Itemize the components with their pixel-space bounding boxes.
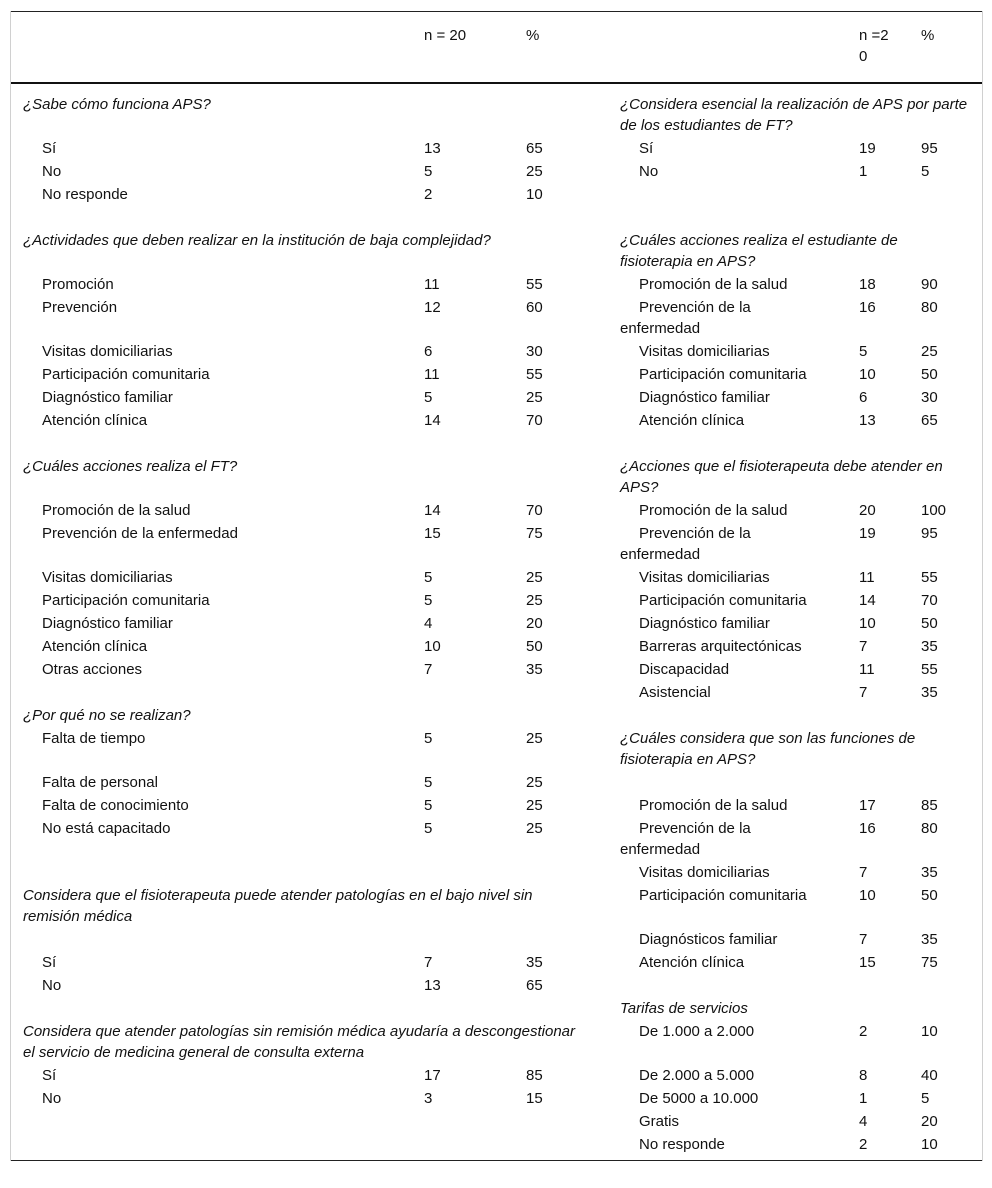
table-row	[11, 589, 982, 612]
left-empty-cell	[11, 997, 413, 1020]
left-answer-label: Prevención	[42, 299, 118, 316]
header-left-n: n = 20	[413, 12, 516, 84]
left-answer-n: 3	[424, 1090, 433, 1107]
left-answer-pct: 20	[526, 615, 543, 632]
right-answer-label: Prevención de la enfermedad	[620, 525, 751, 563]
right-empty-cell	[911, 183, 982, 206]
left-answer-n: 10	[424, 638, 441, 655]
left-answer-pct: 35	[526, 661, 543, 678]
left-empty-cell	[516, 861, 610, 884]
right-answer-n: 17	[859, 797, 876, 814]
right-answer-label: No	[639, 163, 659, 180]
right-answer-n: 10	[859, 615, 876, 632]
header-right-pct: %	[911, 12, 982, 84]
table-row	[11, 928, 982, 951]
right-answer-label: Diagnóstico familiar	[639, 615, 770, 632]
right-answer-label: Atención clínica	[639, 412, 745, 429]
right-answer-label: Asistencial	[639, 684, 711, 701]
right-answer-label: Gratis	[639, 1113, 680, 1130]
table-row	[11, 455, 982, 499]
left-answer-pct: 30	[526, 343, 543, 360]
left-answer-n: 14	[424, 412, 441, 429]
table-row	[11, 681, 982, 704]
right-answer-label: De 2.000 a 5.000	[639, 1067, 755, 1084]
left-empty-cell	[413, 681, 516, 704]
right-answer-pct: 65	[921, 412, 938, 429]
right-answer-n: 16	[859, 820, 876, 837]
right-answer-n: 2	[859, 1023, 868, 1040]
left-empty-cell	[11, 681, 413, 704]
right-answer-pct: 10	[911, 1133, 982, 1161]
right-answer-pct: 50	[921, 615, 938, 632]
right-question: Tarifas de servicios	[620, 1000, 748, 1017]
right-empty-cell	[911, 771, 982, 794]
left-empty-cell	[516, 681, 610, 704]
right-empty-cell	[849, 974, 911, 997]
right-question: ¿Considera esencial la realización de APS por parte de los estudiantes de FT?	[620, 96, 968, 134]
table-row	[11, 635, 982, 658]
left-empty-cell	[516, 1133, 610, 1161]
right-answer-label: Visitas domiciliarias	[639, 343, 770, 360]
right-answer-n: 15	[859, 954, 876, 971]
header-right-label	[610, 12, 849, 84]
table-row	[11, 1133, 982, 1161]
right-answer-pct: 40	[921, 1067, 938, 1084]
left-answer-label: Diagnóstico familiar	[42, 615, 173, 632]
table-row	[11, 160, 982, 183]
table-row	[11, 340, 982, 363]
right-answer-n: 19	[859, 140, 876, 157]
right-answer-n: 2	[849, 1133, 911, 1161]
right-answer-pct: 30	[921, 389, 938, 406]
right-answer-n: 7	[859, 931, 868, 948]
right-answer-n: 19	[859, 525, 876, 542]
table-row	[11, 522, 982, 566]
table-row	[11, 974, 982, 997]
right-answer-n: 11	[859, 569, 875, 586]
right-answer-label: De 1.000 a 2.000	[639, 1023, 755, 1040]
left-answer-pct: 35	[526, 954, 543, 971]
right-answer-pct: 25	[921, 343, 938, 360]
left-answer-pct: 15	[526, 1090, 543, 1107]
left-answer-label: Prevención de la enfermedad	[42, 525, 238, 542]
right-answer-n: 14	[859, 592, 876, 609]
left-answer-pct: 25	[526, 569, 543, 586]
table-row	[11, 432, 982, 455]
table-row	[11, 884, 982, 928]
left-answer-label: Promoción	[42, 276, 114, 293]
left-answer-pct: 25	[526, 389, 543, 406]
right-answer-pct: 20	[921, 1113, 938, 1130]
left-answer-label: No	[42, 163, 62, 180]
right-answer-pct: 100	[921, 502, 947, 519]
left-answer-n: 17	[424, 1067, 441, 1084]
right-answer-pct: 80	[921, 820, 938, 837]
left-answer-n: 13	[424, 140, 441, 157]
right-answer-pct: 5	[921, 1090, 930, 1107]
right-empty-cell	[849, 704, 911, 727]
left-answer-pct: 65	[526, 977, 543, 994]
right-answer-label: Diagnósticos familiar	[639, 931, 778, 948]
left-answer-n: 5	[424, 797, 433, 814]
left-answer-label: No está capacitado	[42, 820, 171, 837]
left-question: ¿Cuáles acciones realiza el FT?	[23, 458, 238, 475]
right-answer-n: 8	[859, 1067, 868, 1084]
right-answer-label: Atención clínica	[639, 954, 745, 971]
table-row	[11, 727, 982, 771]
right-answer-label: Promoción de la salud	[639, 797, 788, 814]
table-row	[11, 861, 982, 884]
left-answer-label: Falta de conocimiento	[42, 797, 189, 814]
header-row	[11, 12, 982, 84]
right-answer-pct: 35	[921, 864, 938, 881]
left-answer-label: Otras acciones	[42, 661, 143, 678]
right-answer-pct: 50	[921, 366, 938, 383]
left-answer-n: 2	[424, 186, 433, 203]
left-answer-label: Falta de personal	[42, 774, 158, 791]
right-answer-label: Discapacidad	[639, 661, 730, 678]
right-answer-label: Promoción de la salud	[639, 502, 788, 519]
table-row	[11, 363, 982, 386]
table-row	[11, 183, 982, 206]
right-answer-n: 1	[859, 163, 868, 180]
right-answer-label: Sí	[639, 140, 654, 157]
left-answer-pct: 10	[526, 186, 543, 203]
left-answer-pct: 50	[526, 638, 543, 655]
left-question: ¿Sabe cómo funciona APS?	[23, 96, 211, 113]
right-answer-pct: 80	[921, 299, 938, 316]
table-row	[11, 658, 982, 681]
left-answer-label: Promoción de la salud	[42, 502, 191, 519]
right-answer-label: No responde	[610, 1133, 849, 1161]
table-row	[11, 83, 982, 137]
left-answer-pct: 65	[526, 140, 543, 157]
left-answer-label: Sí	[42, 1067, 57, 1084]
right-answer-label: Visitas domiciliarias	[639, 864, 770, 881]
table-row	[11, 386, 982, 409]
right-answer-n: 4	[859, 1113, 868, 1130]
left-answer-n: 5	[424, 569, 433, 586]
header-left-label	[11, 12, 413, 84]
table-body	[11, 83, 982, 1161]
right-answer-label: Visitas domiciliarias	[639, 569, 770, 586]
right-empty-cell	[849, 771, 911, 794]
right-answer-pct: 10	[921, 1023, 938, 1040]
right-answer-pct: 90	[921, 276, 938, 293]
right-answer-pct: 70	[921, 592, 938, 609]
right-answer-label: Prevención de la enfermedad	[620, 299, 751, 337]
left-answer-label: Participación comunitaria	[42, 592, 210, 609]
left-answer-n: 15	[424, 525, 441, 542]
header-left-pct: %	[516, 12, 610, 84]
left-answer-pct: 70	[526, 502, 543, 519]
left-empty-cell	[11, 432, 413, 455]
left-question: Considera que atender patologías sin remisión médica ayudaría a descongestionar el servicio de medicina general de consulta externa	[23, 1023, 576, 1061]
header-right-n: n =20	[849, 12, 911, 84]
right-answer-pct: 95	[921, 140, 938, 157]
left-empty-cell	[413, 1110, 516, 1133]
right-answer-pct: 50	[921, 887, 938, 904]
right-answer-label: Participación comunitaria	[639, 887, 807, 904]
table-row	[11, 229, 982, 273]
left-empty-cell	[413, 1133, 516, 1161]
right-answer-n: 16	[859, 299, 876, 316]
left-empty-cell	[11, 1110, 413, 1133]
table-row	[11, 566, 982, 589]
left-answer-label: Participación comunitaria	[42, 366, 210, 383]
left-answer-label: Sí	[42, 140, 57, 157]
right-empty-cell	[610, 704, 849, 727]
left-answer-pct: 25	[526, 774, 543, 791]
right-answer-pct: 55	[921, 569, 938, 586]
right-empty-cell	[610, 432, 849, 455]
left-answer-pct: 60	[526, 299, 543, 316]
left-answer-n: 5	[424, 389, 433, 406]
right-answer-label: Prevención de la enfermedad	[620, 820, 751, 858]
right-question: ¿Cuáles considera que son las funciones de fisioterapia en APS?	[620, 730, 916, 768]
table-row	[11, 206, 982, 229]
right-answer-n: 11	[859, 661, 875, 678]
left-empty-cell	[413, 997, 516, 1020]
table-row	[11, 296, 982, 340]
left-empty-cell	[516, 928, 610, 951]
table-row	[11, 1110, 982, 1133]
left-empty-cell	[413, 928, 516, 951]
right-answer-pct: 35	[921, 931, 938, 948]
table-row	[11, 997, 982, 1020]
left-answer-n: 6	[424, 343, 433, 360]
left-empty-cell	[11, 928, 413, 951]
left-answer-label: Sí	[42, 954, 57, 971]
right-answer-label: De 5000 a 10.000	[639, 1090, 759, 1107]
table-row	[11, 409, 982, 432]
table-row	[11, 771, 982, 794]
left-answer-n: 5	[424, 820, 433, 837]
left-answer-pct: 25	[526, 592, 543, 609]
table-row	[11, 1064, 982, 1087]
left-answer-label: No	[42, 977, 62, 994]
right-answer-pct: 35	[921, 638, 938, 655]
left-answer-n: 11	[424, 366, 440, 383]
right-empty-cell	[849, 432, 911, 455]
left-empty-cell	[516, 1110, 610, 1133]
left-answer-n: 5	[424, 163, 433, 180]
survey-table-container	[10, 11, 983, 1161]
left-empty-cell	[516, 997, 610, 1020]
right-answer-pct: 55	[921, 661, 938, 678]
right-empty-cell	[911, 206, 982, 229]
left-answer-pct: 85	[526, 1067, 543, 1084]
left-answer-pct: 75	[526, 525, 543, 542]
left-answer-n: 5	[424, 730, 433, 747]
right-answer-label: Barreras arquitectónicas	[639, 638, 802, 655]
left-empty-cell	[413, 861, 516, 884]
left-empty-cell	[516, 206, 610, 229]
right-empty-cell	[610, 771, 849, 794]
left-answer-pct: 25	[526, 820, 543, 837]
left-question: ¿Por qué no se realizan?	[23, 707, 191, 724]
right-empty-cell	[911, 974, 982, 997]
right-answer-label: Promoción de la salud	[639, 276, 788, 293]
right-empty-cell	[849, 183, 911, 206]
right-question: ¿Cuáles acciones realiza el estudiante de fisioterapia en APS?	[620, 232, 898, 270]
right-answer-label: Participación comunitaria	[639, 592, 807, 609]
left-answer-pct: 25	[526, 797, 543, 814]
right-answer-n: 20	[859, 502, 876, 519]
right-answer-pct: 75	[921, 954, 938, 971]
left-answer-pct: 55	[526, 366, 543, 383]
left-answer-pct: 25	[526, 163, 543, 180]
left-answer-n: 7	[424, 661, 433, 678]
left-answer-label: Falta de tiempo	[42, 730, 146, 747]
survey-results-table	[11, 11, 982, 1161]
right-empty-cell	[610, 183, 849, 206]
table-row	[11, 612, 982, 635]
left-answer-n: 14	[424, 502, 441, 519]
left-answer-label: Diagnóstico familiar	[42, 389, 173, 406]
right-answer-label: Diagnóstico familiar	[639, 389, 770, 406]
left-answer-pct: 25	[526, 730, 543, 747]
left-answer-n: 12	[424, 299, 441, 316]
right-answer-n: 6	[859, 389, 868, 406]
table-row	[11, 951, 982, 974]
left-answer-n: 5	[424, 774, 433, 791]
left-answer-pct: 70	[526, 412, 543, 429]
right-answer-label: Participación comunitaria	[639, 366, 807, 383]
table-row	[11, 704, 982, 727]
right-answer-pct: 5	[921, 163, 930, 180]
left-answer-label: Atención clínica	[42, 412, 148, 429]
left-empty-cell	[11, 206, 413, 229]
right-answer-n: 7	[859, 638, 868, 655]
left-answer-label: No responde	[42, 186, 128, 203]
right-empty-cell	[849, 206, 911, 229]
table-row	[11, 817, 982, 861]
left-empty-cell	[413, 206, 516, 229]
left-question: Considera que el fisioterapeuta puede atender patologías en el bajo nivel sin remisión médica	[23, 887, 533, 925]
left-answer-n: 11	[424, 276, 440, 293]
left-empty-cell	[11, 861, 413, 884]
right-answer-n: 1	[859, 1090, 868, 1107]
left-answer-n: 5	[424, 592, 433, 609]
left-answer-pct: 55	[526, 276, 543, 293]
table-row	[11, 794, 982, 817]
table-row	[11, 273, 982, 296]
left-question: ¿Actividades que deben realizar en la institución de baja complejidad?	[23, 232, 491, 249]
left-answer-n: 13	[424, 977, 441, 994]
table-row	[11, 137, 982, 160]
table-row	[11, 499, 982, 522]
right-empty-cell	[911, 432, 982, 455]
left-answer-label: Visitas domiciliarias	[42, 569, 173, 586]
left-empty-cell	[516, 432, 610, 455]
right-answer-n: 7	[859, 864, 868, 881]
right-answer-pct: 85	[921, 797, 938, 814]
left-empty-cell	[413, 432, 516, 455]
right-question: ¿Acciones que el fisioterapeuta debe atender en APS?	[620, 458, 943, 496]
right-answer-n: 18	[859, 276, 876, 293]
left-answer-label: Visitas domiciliarias	[42, 343, 173, 360]
table-row	[11, 1087, 982, 1110]
right-empty-cell	[610, 974, 849, 997]
right-answer-n: 10	[859, 366, 876, 383]
right-answer-pct: 95	[921, 525, 938, 542]
right-answer-n: 7	[859, 684, 868, 701]
left-answer-label: No	[42, 1090, 62, 1107]
right-answer-n: 5	[859, 343, 868, 360]
right-empty-cell	[610, 206, 849, 229]
right-empty-cell	[911, 704, 982, 727]
right-answer-n: 13	[859, 412, 876, 429]
left-answer-n: 7	[424, 954, 433, 971]
right-answer-n: 10	[859, 887, 876, 904]
left-answer-label: Atención clínica	[42, 638, 148, 655]
right-answer-pct: 35	[921, 684, 938, 701]
left-answer-n: 4	[424, 615, 433, 632]
left-empty-cell	[11, 1133, 413, 1161]
table-row	[11, 1020, 982, 1064]
